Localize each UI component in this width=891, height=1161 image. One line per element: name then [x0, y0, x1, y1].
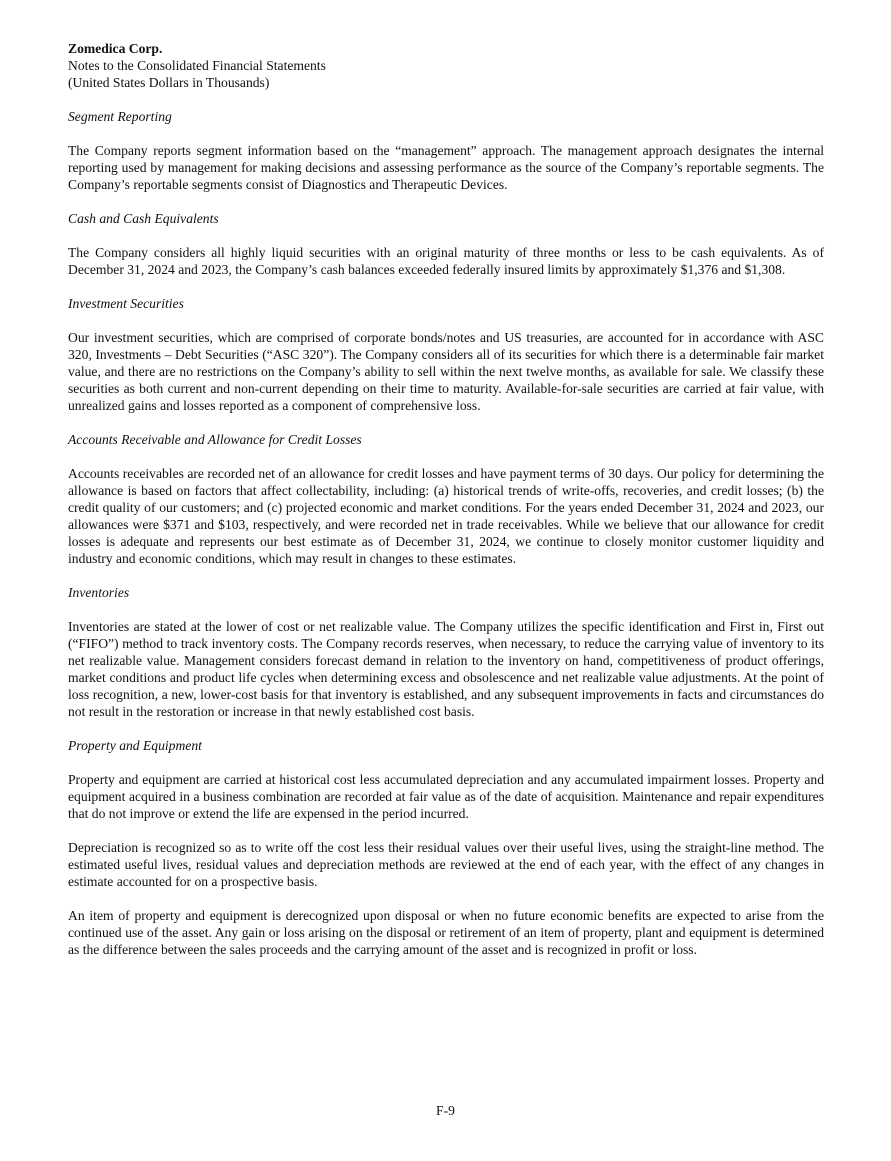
section-heading: Investment Securities — [68, 296, 184, 311]
section-cash-and-cash-equivalents — [68, 210, 824, 278]
section-heading: Property and Equipment — [68, 738, 202, 753]
section-heading: Accounts Receivable and Allowance for Credit Losses — [68, 432, 362, 447]
section-heading: Segment Reporting — [68, 109, 172, 124]
section-segment-reporting — [68, 108, 824, 193]
document-header — [68, 40, 824, 91]
section-heading: Cash and Cash Equivalents — [68, 211, 219, 226]
section-paragraph: Accounts receivables are recorded net of an allowance for credit losses and have payment terms of 30 days. Our policy for determining the allowance is based on factors that affect collectability, including: (a) historical trends of write-offs, recoveries, and credit losses; (b) the credit quality of our customers; and (c) projected economic and market conditions. For the years ended December 31, 2024 and 2023, our allowances were $371 and $103, respectively, and were recorded net in trade receivables. While we believe that our allowance for credit losses is adequate and represents our best estimate as of December 31, 2024, we continue to closely monitor customer liquidity and industry and economic conditions, which may result in changes to these estimates. — [68, 466, 824, 566]
section-paragraph: The Company reports segment information based on the “management” approach. The management approach designates the internal reporting used by management for making decisions and assessing performance as the source of the Company’s reportable segments. The Company’s reportable segments consist of Diagnostics and Therapeutic Devices. — [68, 143, 824, 192]
section-heading: Inventories — [68, 585, 130, 600]
section-paragraph: Depreciation is recognized so as to write off the cost less their residual values over their useful lives, using the straight-line method. The estimated useful lives, residual values and depreciation methods are reviewed at the end of each year, with the effect of any changes in estimate accounted for on a prospective basis. — [68, 840, 824, 889]
section-paragraph: An item of property and equipment is derecognized upon disposal or when no future economic benefits are expected to arise from the continued use of the asset. Any gain or loss arising on the disposal or retirement of an item of property, plant and equipment is determined as the difference between the sales proceeds and the carrying amount of the asset and is recognized in profit or loss. — [68, 908, 824, 957]
section-paragraph: The Company considers all highly liquid securities with an original maturity of three months or less to be cash equivalents. As of December 31, 2024 and 2023, the Company’s cash balances exceeded federally insured limits by approximately $1,376 and $1,308. — [68, 245, 824, 277]
section-investment-securities — [68, 295, 824, 414]
section-accounts-receivable — [68, 431, 824, 567]
document-title: Notes to the Consolidated Financial Statements — [68, 58, 326, 73]
company-name: Zomedica Corp. — [68, 41, 163, 56]
section-paragraph: Inventories are stated at the lower of cost or net realizable value. The Company utilizes the specific identification and First in, First out (“FIFO”) method to track inventory costs. The Company records reserves, when necessary, to reduce the carrying value of inventory to its net realizable value. Management considers forecast demand in relation to the inventory on hand, competitiveness of product offerings, market conditions and product life cycles when determining excess and obsolescence and net realizable value adjustments. At the point of loss recognition, a new, lower-cost basis for that inventory is established, and any subsequent improvements in facts and circumstances do not result in the restoration or increase in that newly established cost basis. — [68, 619, 824, 719]
page-number: F-9 — [436, 1103, 455, 1118]
section-paragraph: Our investment securities, which are comprised of corporate bonds/notes and US treasuries, are accounted for in accordance with ASC 320, Investments – Debt Securities (“ASC 320”). The Company considers all of its securities for which there is a determinable fair market value, and there are no restrictions on the Company’s ability to sell within the next twelve months, as available for sale. We classify these securities as both current and non-current depending on their time to maturity. Available-for-sale securities are carried at fair value, with unrealized gains and losses reported as a component of comprehensive loss. — [68, 330, 824, 413]
section-inventories — [68, 584, 824, 720]
units-note: (United States Dollars in Thousands) — [68, 75, 270, 90]
document-page — [68, 40, 824, 958]
section-paragraph: Property and equipment are carried at historical cost less accumulated depreciation and any accumulated impairment losses. Property and equipment acquired in a business combination are recorded at fair value as of the date of acquisition. Maintenance and repair expenditures that do not improve or extend the life are expensed in the period incurred. — [68, 772, 824, 821]
section-property-and-equipment — [68, 737, 824, 958]
